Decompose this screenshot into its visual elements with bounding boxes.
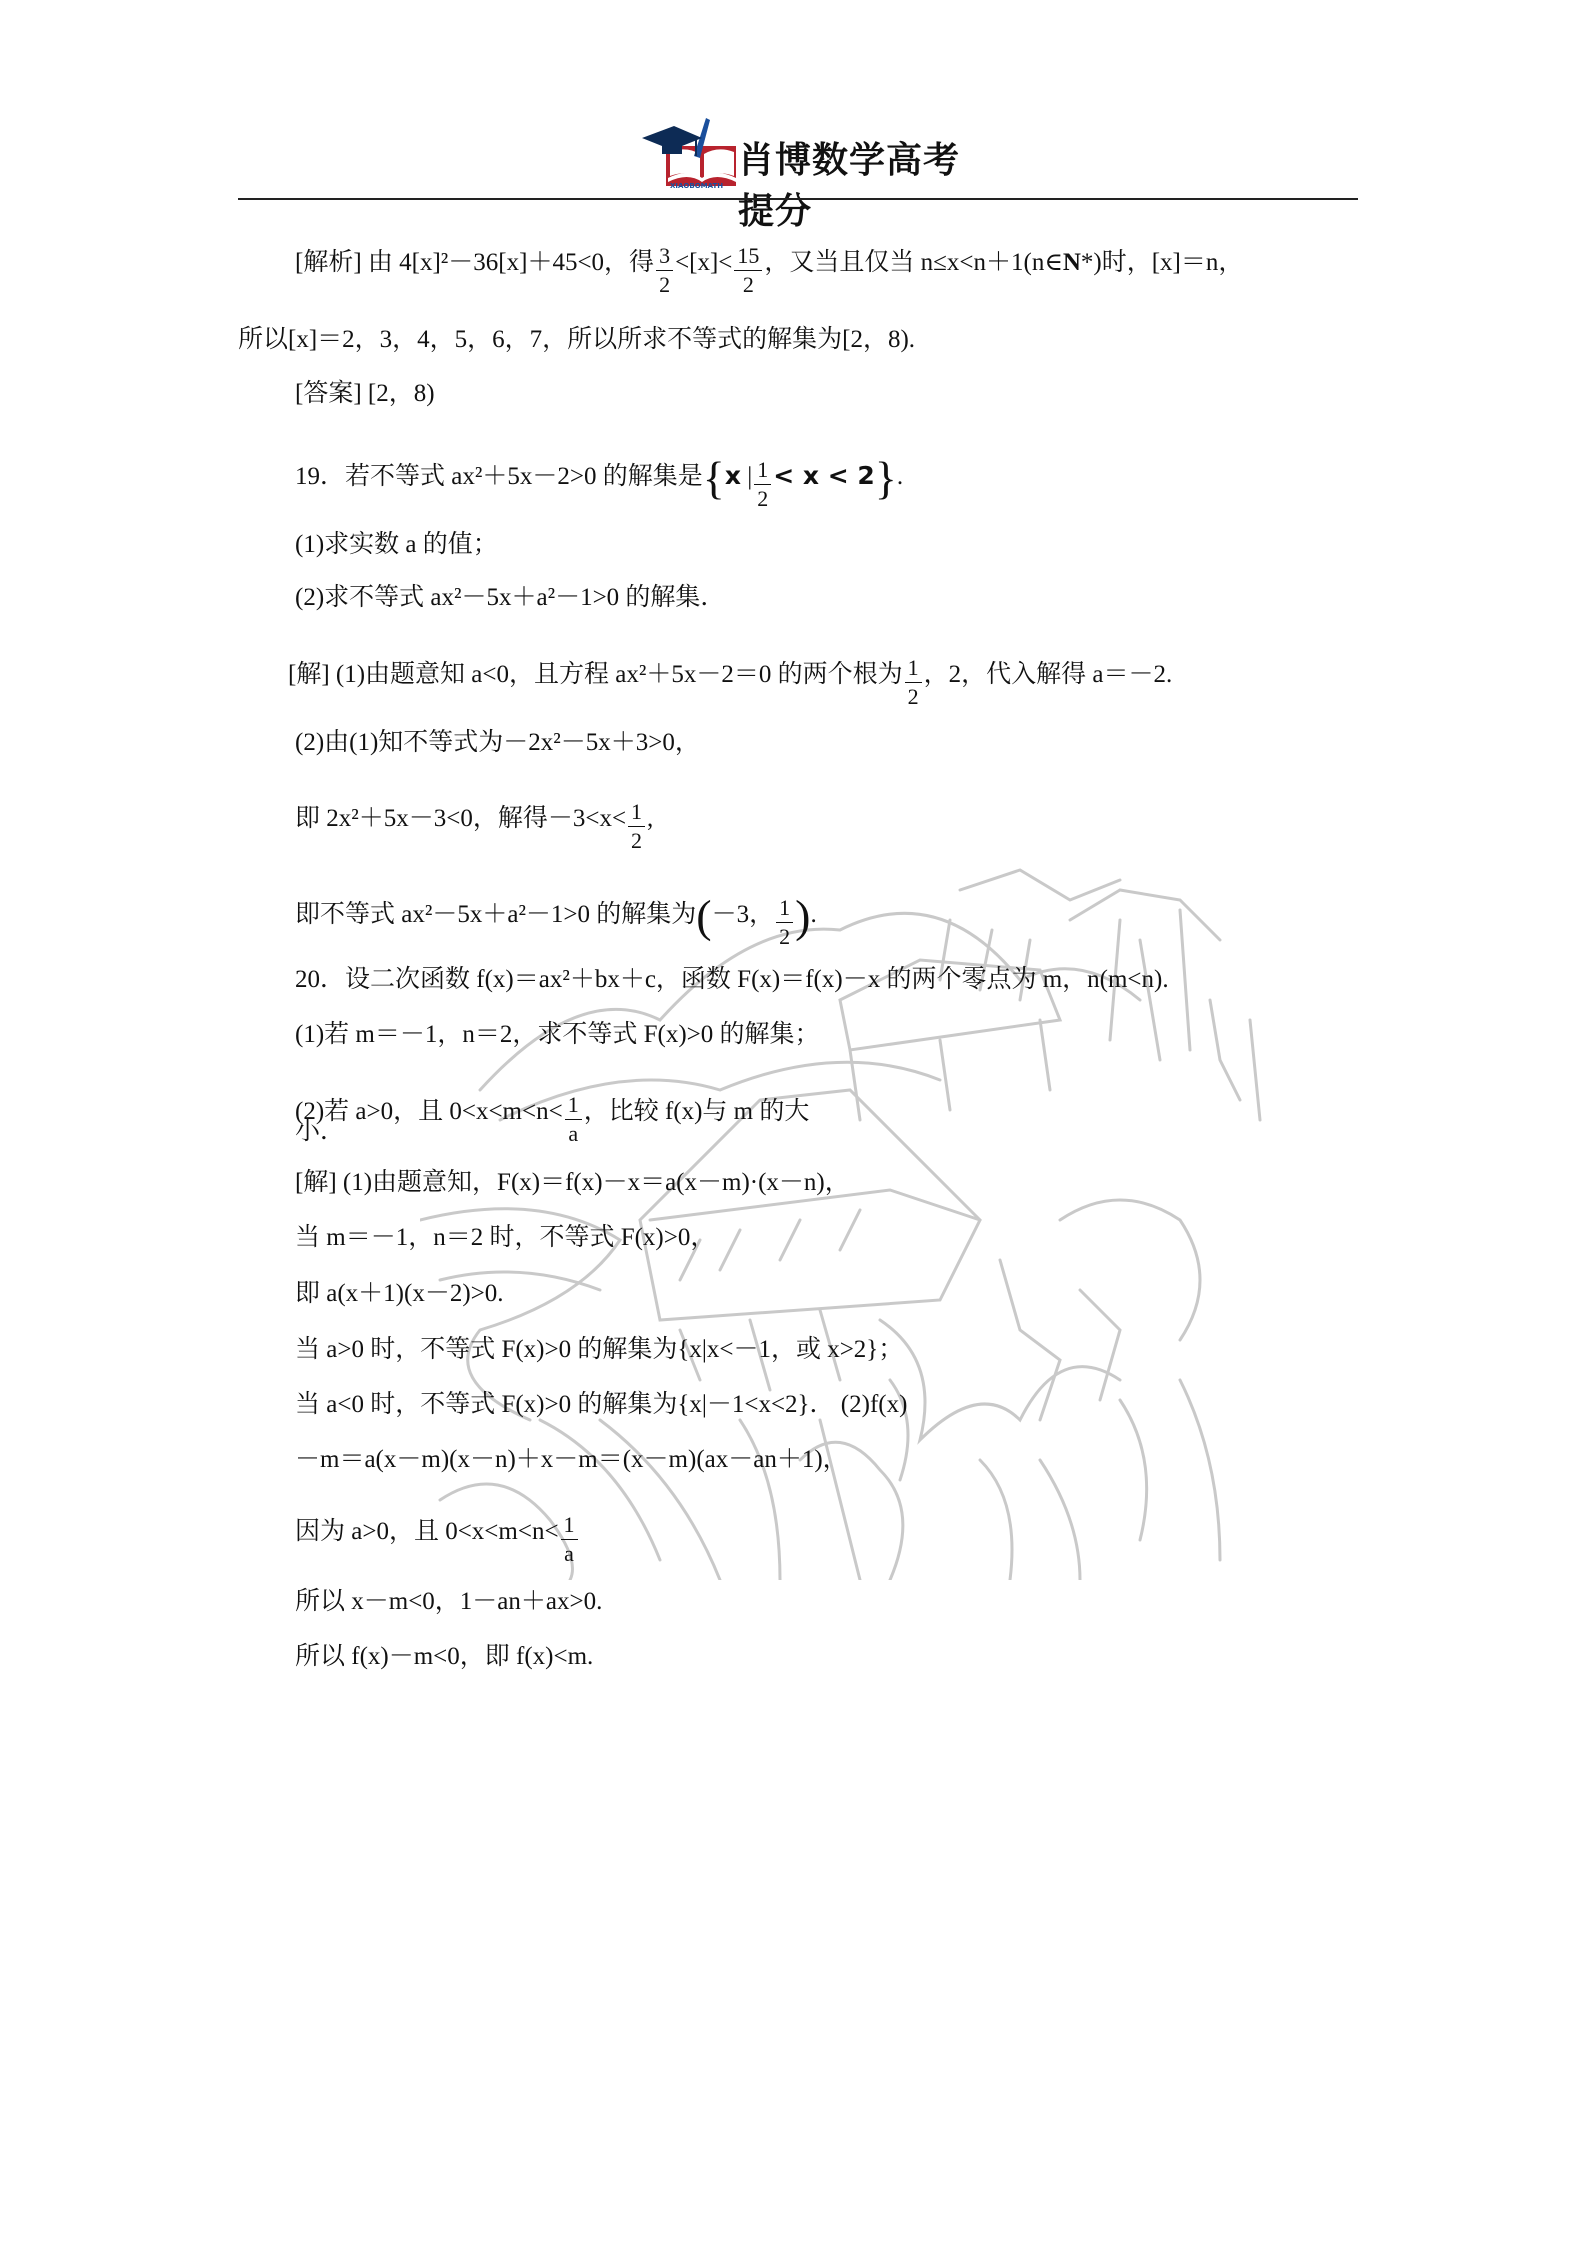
set-bar: | [740,463,753,491]
solution-20-line-1: [解] (1)由题意知，F(x)＝f(x)－x＝a(x－m)·(x－n)， [295,1169,850,1196]
fraction-3-2: $\frac{3}{2}$ [656,242,673,299]
set-brace-left: { [702,452,725,504]
fraction-1-2: $\frac{1}{2}$ [776,894,793,951]
solution-20-line-8: 所以 x－m<0，1－an＋ax>0. [295,1588,603,1615]
analysis-line-1 [295,236,1244,297]
fraction-1-2: $\frac{1}{2}$ [754,456,771,513]
question-20-part-2: (2)若 a>0，且 0<x<m<n< $\frac{1}{a}$ ，比较 f(x)与 m 的大 [295,1092,810,1146]
fraction-15-2: $\frac{15}{2}$ [734,242,762,299]
analysis-text-b: <[x]< [675,249,733,277]
solution-20-line-6: －m＝a(x－m)(x－n)＋x－m＝(x－m)(ax－an＋1)， [295,1446,848,1473]
solution-20-line-2: 当 m＝－1，n＝2 时，不等式 F(x)>0， [295,1224,716,1251]
brand-logo [640,112,970,232]
solution-19-line-1: [解] (1)由题意知 a<0，且方程 ax²＋5x－2＝0 的两个根为 $\frac{1}{2}$ ，2，代入解得 a＝－2. [288,655,1173,709]
natural-numbers-symbol: N [1062,249,1081,277]
analysis-text-c: ，又当且仅当 n≤x<n＋1(n∈ [764,249,1063,277]
analysis-text-a: 由 4[x]²－36[x]＋45<0，得 [367,249,655,277]
logo-small-text: XIAOBOMATH [670,182,724,190]
question-20: 20．设二次函数 f(x)＝ax²＋bx＋c，函数 F(x)＝f(x)－x 的两个零点为 m，n(m<n). [295,966,1169,993]
answer-line: [答案] [2，8) [295,380,435,407]
solution-19-line-3: 即 2x²＋5x－3<0，解得－3<x< $\frac{1}{2}$ , [295,799,654,853]
page-header [238,112,1358,232]
question-19-part-1: (1)求实数 a 的值； [295,531,498,558]
solution-20-line-4: 当 a>0 时，不等式 F(x)>0 的解集为{x|x<－1，或 x>2}； [295,1336,904,1363]
fraction-1-a: $\frac{1}{a}$ [561,1511,578,1568]
solution-19-line-4: 即不等式 ax²－5x＋a²－1>0 的解集为(－3， $\frac{1}{2}$ ). [295,890,817,949]
question-20-part-2-cont: 小． [295,1118,346,1145]
question-20-part-1: (1)若 m＝－1，n＝2，求不等式 F(x)>0 的解集； [295,1021,820,1048]
solution-19-line-2: (2)由(1)知不等式为－2x²－5x＋3>0， [295,729,700,756]
brand-name: 肖博数学高考提分 [738,139,961,232]
analysis-text-d: *)时，[x]＝n， [1080,249,1244,277]
book-cap-logo-icon [640,112,740,190]
analysis-line-2: 所以[x]＝2，3，4，5，6，7，所以所求不等式的解集为[2，8). [238,326,916,353]
fraction-1-2: $\frac{1}{2}$ [628,798,645,855]
analysis-label: [解析] [295,249,362,277]
interval-paren-left: ( [696,890,712,942]
solution-20-line-3: 即 a(x＋1)(x－2)>0. [295,1280,504,1307]
solution-20-line-7: 因为 a>0，且 0<x<m<n< $\frac{1}{a}$ [295,1505,580,1562]
header-divider [238,198,1358,200]
question-19: 19．若不等式 ax²＋5x－2>0 的解集是{x | $\frac{1}{2}$ < x < 2}. [295,452,904,511]
interval-paren-right: ) [795,890,811,942]
fraction-1-2: $\frac{1}{2}$ [905,654,922,711]
fraction-1-a: $\frac{1}{a}$ [565,1091,582,1148]
solution-20-line-5: 当 a<0 时，不等式 F(x)>0 的解集为{x|－1<x<2}． (2)f(x) [295,1391,908,1418]
question-19-part-2: (2)求不等式 ax²－5x＋a²－1>0 的解集． [295,584,726,611]
set-brace-right: } [874,452,897,504]
solution-20-line-9: 所以 f(x)－m<0，即 f(x)<m. [295,1643,594,1670]
